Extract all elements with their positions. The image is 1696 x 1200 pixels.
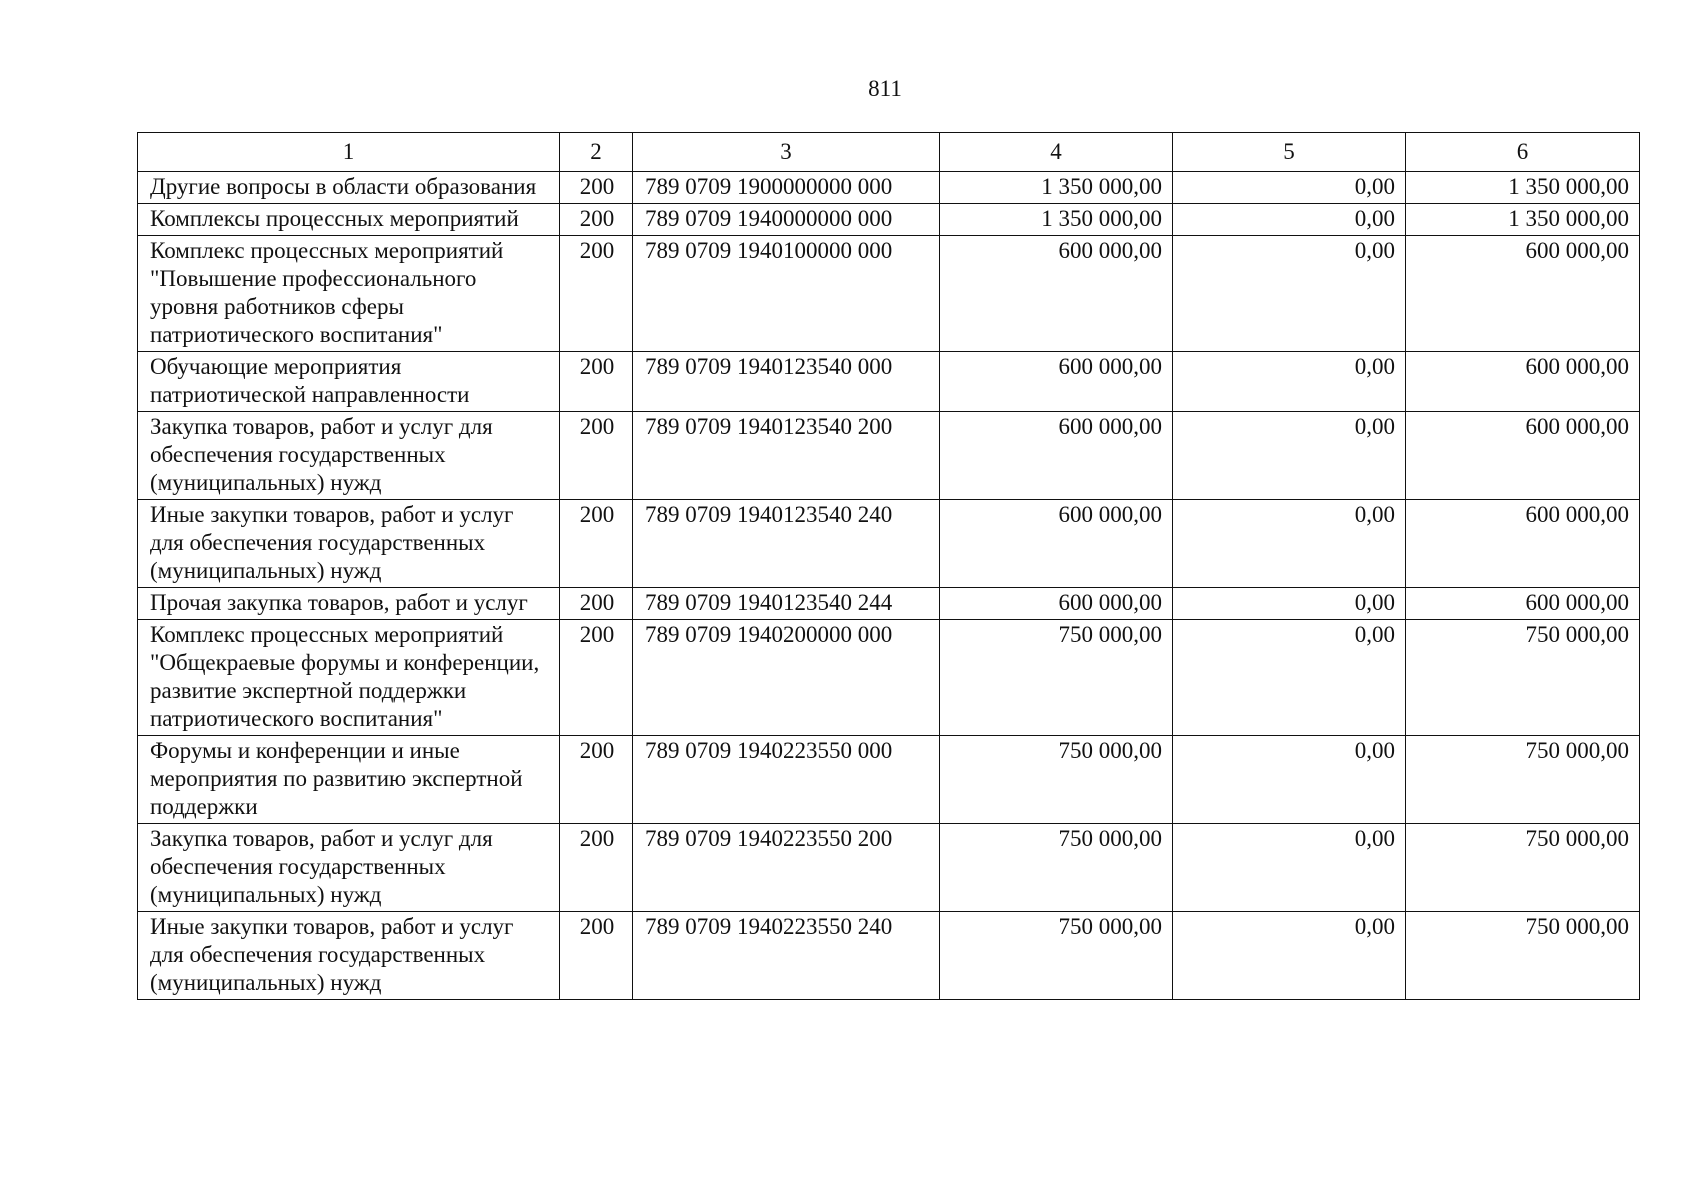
- column-header: 3: [633, 133, 940, 172]
- row-col4-amount: 600 000,00: [940, 412, 1173, 500]
- row-code-cell: 789 0709 1900000000 000: [633, 172, 940, 204]
- row-col5-amount: 0,00: [1173, 500, 1406, 588]
- table-row: [138, 172, 1640, 204]
- row-name-cell: Иные закупки товаров, работ и услуг для обеспечения государственных (муниципальных) нужд: [138, 912, 560, 1000]
- row-col2-cell: 200: [560, 172, 633, 204]
- row-code-cell: 789 0709 1940200000 000: [633, 620, 940, 736]
- table-row: [138, 500, 1640, 588]
- table-row: [138, 736, 1640, 824]
- row-col6-amount: 600 000,00: [1406, 500, 1640, 588]
- row-col5-amount: 0,00: [1173, 736, 1406, 824]
- row-col4-amount: 600 000,00: [940, 588, 1173, 620]
- table-row: [138, 352, 1640, 412]
- row-col2-cell: 200: [560, 912, 633, 1000]
- row-code-cell: 789 0709 1940223550 000: [633, 736, 940, 824]
- column-header: 2: [560, 133, 633, 172]
- row-col2-cell: 200: [560, 620, 633, 736]
- row-col5-amount: 0,00: [1173, 204, 1406, 236]
- column-header: 1: [138, 133, 560, 172]
- row-col5-amount: 0,00: [1173, 912, 1406, 1000]
- row-col6-amount: 600 000,00: [1406, 352, 1640, 412]
- row-col2-cell: 200: [560, 236, 633, 352]
- table-body: [138, 172, 1640, 1000]
- row-code-cell: 789 0709 1940123540 240: [633, 500, 940, 588]
- table-row: [138, 204, 1640, 236]
- row-col6-amount: 750 000,00: [1406, 620, 1640, 736]
- row-name-cell: Закупка товаров, работ и услуг для обеспечения государственных (муниципальных) нужд: [138, 412, 560, 500]
- row-col2-cell: 200: [560, 824, 633, 912]
- row-col4-amount: 600 000,00: [940, 236, 1173, 352]
- row-col4-amount: 750 000,00: [940, 912, 1173, 1000]
- table-row: [138, 588, 1640, 620]
- row-name-cell: Комплекс процессных мероприятий "Общекраевые форумы и конференции, развитие экспертной поддержки патриотического воспитания": [138, 620, 560, 736]
- row-name-cell: Форумы и конференции и иные мероприятия по развитию экспертной поддержки: [138, 736, 560, 824]
- row-col5-amount: 0,00: [1173, 824, 1406, 912]
- row-code-cell: 789 0709 1940223550 240: [633, 912, 940, 1000]
- row-code-cell: 789 0709 1940100000 000: [633, 236, 940, 352]
- row-name-cell: Обучающие мероприятия патриотической направленности: [138, 352, 560, 412]
- row-col6-amount: 750 000,00: [1406, 824, 1640, 912]
- row-col2-cell: 200: [560, 588, 633, 620]
- row-col5-amount: 0,00: [1173, 588, 1406, 620]
- row-col6-amount: 600 000,00: [1406, 588, 1640, 620]
- row-col5-amount: 0,00: [1173, 412, 1406, 500]
- table-row: [138, 620, 1640, 736]
- row-col6-amount: 600 000,00: [1406, 236, 1640, 352]
- table-row: [138, 412, 1640, 500]
- row-name-cell: Прочая закупка товаров, работ и услуг: [138, 588, 560, 620]
- row-col4-amount: 750 000,00: [940, 736, 1173, 824]
- row-name-cell: Иные закупки товаров, работ и услуг для обеспечения государственных (муниципальных) нужд: [138, 500, 560, 588]
- row-col5-amount: 0,00: [1173, 236, 1406, 352]
- row-name-cell: Другие вопросы в области образования: [138, 172, 560, 204]
- row-col6-amount: 600 000,00: [1406, 412, 1640, 500]
- row-col6-amount: 1 350 000,00: [1406, 172, 1640, 204]
- row-name-cell: Закупка товаров, работ и услуг для обеспечения государственных (муниципальных) нужд: [138, 824, 560, 912]
- table-header-row: [138, 133, 1640, 172]
- row-col6-amount: 750 000,00: [1406, 736, 1640, 824]
- row-col2-cell: 200: [560, 352, 633, 412]
- row-code-cell: 789 0709 1940123540 244: [633, 588, 940, 620]
- row-col2-cell: 200: [560, 412, 633, 500]
- row-col2-cell: 200: [560, 500, 633, 588]
- page-number: 811: [868, 76, 902, 101]
- row-col2-cell: 200: [560, 204, 633, 236]
- budget-table: [137, 132, 1640, 1000]
- row-col5-amount: 0,00: [1173, 172, 1406, 204]
- row-col4-amount: 1 350 000,00: [940, 204, 1173, 236]
- table-row: [138, 912, 1640, 1000]
- row-col4-amount: 750 000,00: [940, 620, 1173, 736]
- table-row: [138, 236, 1640, 352]
- row-col5-amount: 0,00: [1173, 620, 1406, 736]
- column-header: 5: [1173, 133, 1406, 172]
- row-code-cell: 789 0709 1940223550 200: [633, 824, 940, 912]
- row-col6-amount: 750 000,00: [1406, 912, 1640, 1000]
- row-code-cell: 789 0709 1940000000 000: [633, 204, 940, 236]
- row-col4-amount: 1 350 000,00: [940, 172, 1173, 204]
- column-header: 6: [1406, 133, 1640, 172]
- row-name-cell: Комплекс процессных мероприятий "Повышение профессионального уровня работников сферы патриотического воспитания": [138, 236, 560, 352]
- row-col6-amount: 1 350 000,00: [1406, 204, 1640, 236]
- row-name-cell: Комплексы процессных мероприятий: [138, 204, 560, 236]
- row-col4-amount: 750 000,00: [940, 824, 1173, 912]
- row-col5-amount: 0,00: [1173, 352, 1406, 412]
- table-row: [138, 824, 1640, 912]
- row-col4-amount: 600 000,00: [940, 500, 1173, 588]
- row-col2-cell: 200: [560, 736, 633, 824]
- row-col4-amount: 600 000,00: [940, 352, 1173, 412]
- column-header: 4: [940, 133, 1173, 172]
- row-code-cell: 789 0709 1940123540 000: [633, 352, 940, 412]
- row-code-cell: 789 0709 1940123540 200: [633, 412, 940, 500]
